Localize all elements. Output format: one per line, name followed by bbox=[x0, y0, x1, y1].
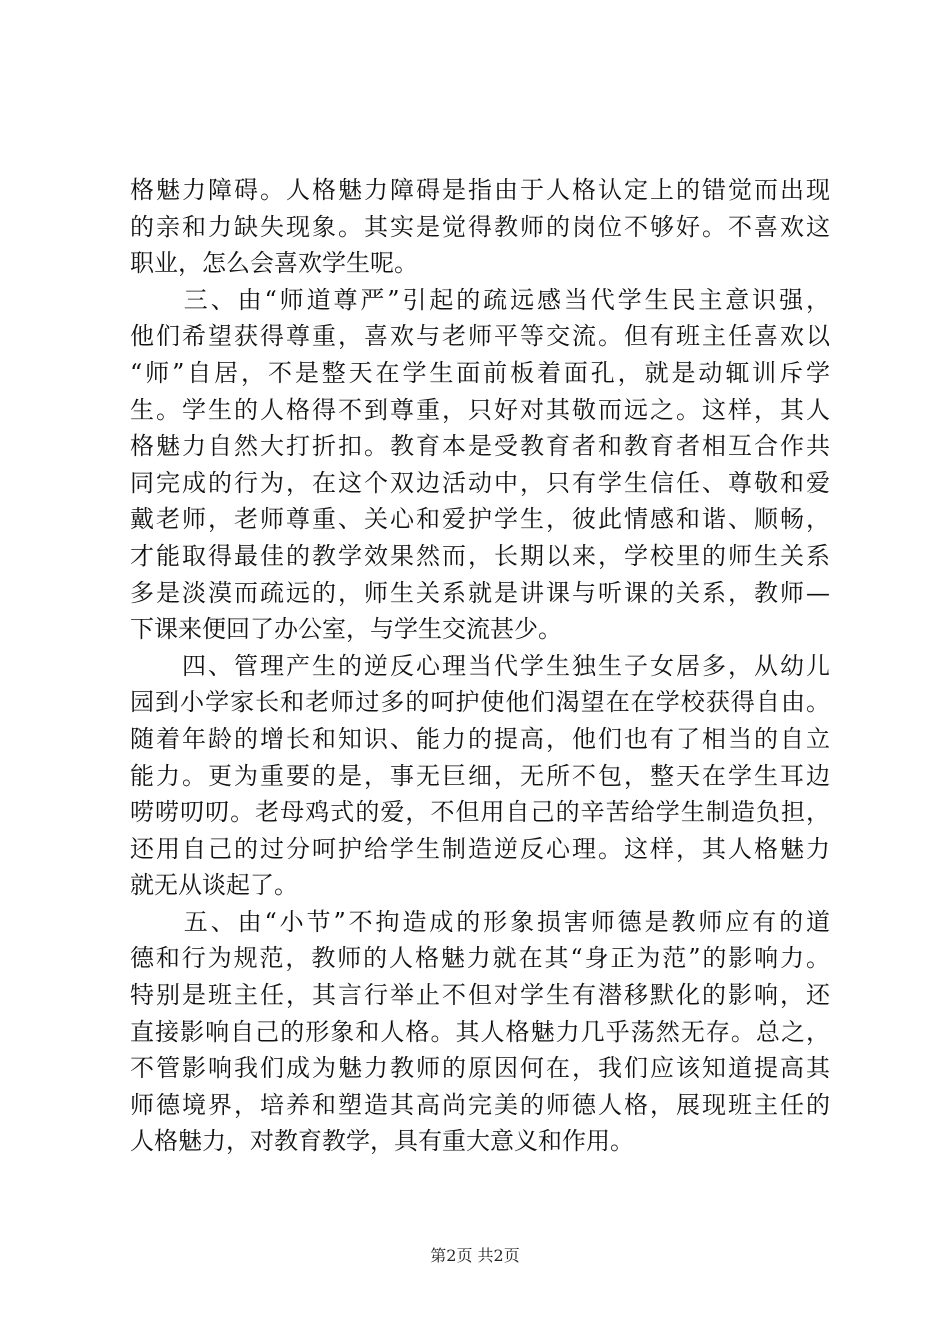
text-line: 三、由“师道尊严”引起的疏远感当代学生民主意识强， bbox=[130, 285, 830, 314]
text-line: 能力。更为重要的是，事无巨细，无所不包，整天在学生耳边 bbox=[130, 761, 830, 790]
text-line: 戴老师，老师尊重、关心和爱护学生，彼此情感和谐、顺畅， bbox=[130, 505, 830, 534]
text-line: 不管影响我们成为魅力教师的原因何在，我们应该知道提高其 bbox=[130, 1054, 830, 1083]
text-line: 人格魅力，对教育教学，具有重大意义和作用。 bbox=[130, 1127, 634, 1156]
text-line: 师德境界，培养和塑造其高尚完美的师德人格，展现班主任的 bbox=[130, 1090, 830, 1119]
text-line: 才能取得最佳的教学效果然而，长期以来，学校里的师生关系 bbox=[130, 541, 830, 570]
page-number-footer: 第2页 共2页 bbox=[430, 1246, 520, 1265]
text-line: 五、由“小节”不拘造成的形象损害师德是教师应有的道 bbox=[130, 907, 830, 936]
text-line: 的亲和力缺失现象。其实是觉得教师的岗位不够好。不喜欢这 bbox=[130, 212, 830, 241]
text-line: 格魅力障碍。人格魅力障碍是指由于人格认定上的错觉而出现 bbox=[130, 176, 830, 204]
text-line: 德和行为规范，教师的人格魅力就在其“身正为范”的影响力。 bbox=[130, 944, 830, 973]
text-line: “师”自居，不是整天在学生面前板着面孔，就是动辄训斥学 bbox=[130, 358, 830, 387]
body-text bbox=[130, 172, 830, 1160]
text-line: 直接影响自己的形象和人格。其人格魅力几乎荡然无存。总之， bbox=[130, 1017, 830, 1046]
text-line: 四、管理产生的逆反心理当代学生独生子女居多，从幼儿 bbox=[130, 651, 830, 680]
text-line: 随着年龄的增长和知识、能力的提高，他们也有了相当的自立 bbox=[130, 724, 830, 753]
text-line: 就无从谈起了。 bbox=[130, 871, 298, 900]
text-line: 他们希望获得尊重，喜欢与老师平等交流。但有班主任喜欢以 bbox=[130, 322, 830, 351]
text-line: 职业，怎么会喜欢学生呢。 bbox=[130, 249, 418, 278]
text-line: 园到小学家长和老师过多的呵护使他们渴望在在学校获得自由。 bbox=[130, 688, 830, 717]
text-line: 特别是班主任，其言行举止不但对学生有潜移默化的影响，还 bbox=[130, 981, 830, 1010]
text-line: 同完成的行为，在这个双边活动中，只有学生信任、尊敬和爱 bbox=[130, 468, 830, 497]
text-line: 还用自己的过分呵护给学生制造逆反心理。这样，其人格魅力 bbox=[130, 834, 830, 863]
text-line: 多是淡漠而疏远的，师生关系就是讲课与听课的关系，教师— bbox=[130, 578, 830, 607]
text-line: 生。学生的人格得不到尊重，只好对其敬而远之。这样，其人 bbox=[130, 395, 830, 424]
text-line: 下课来便回了办公室，与学生交流甚少。 bbox=[130, 615, 562, 644]
text-line: 唠唠叨叨。老母鸡式的爱，不但用自己的辛苦给学生制造负担， bbox=[130, 798, 830, 827]
text-line: 格魅力自然大打折扣。教育本是受教育者和教育者相互合作共 bbox=[130, 432, 830, 461]
